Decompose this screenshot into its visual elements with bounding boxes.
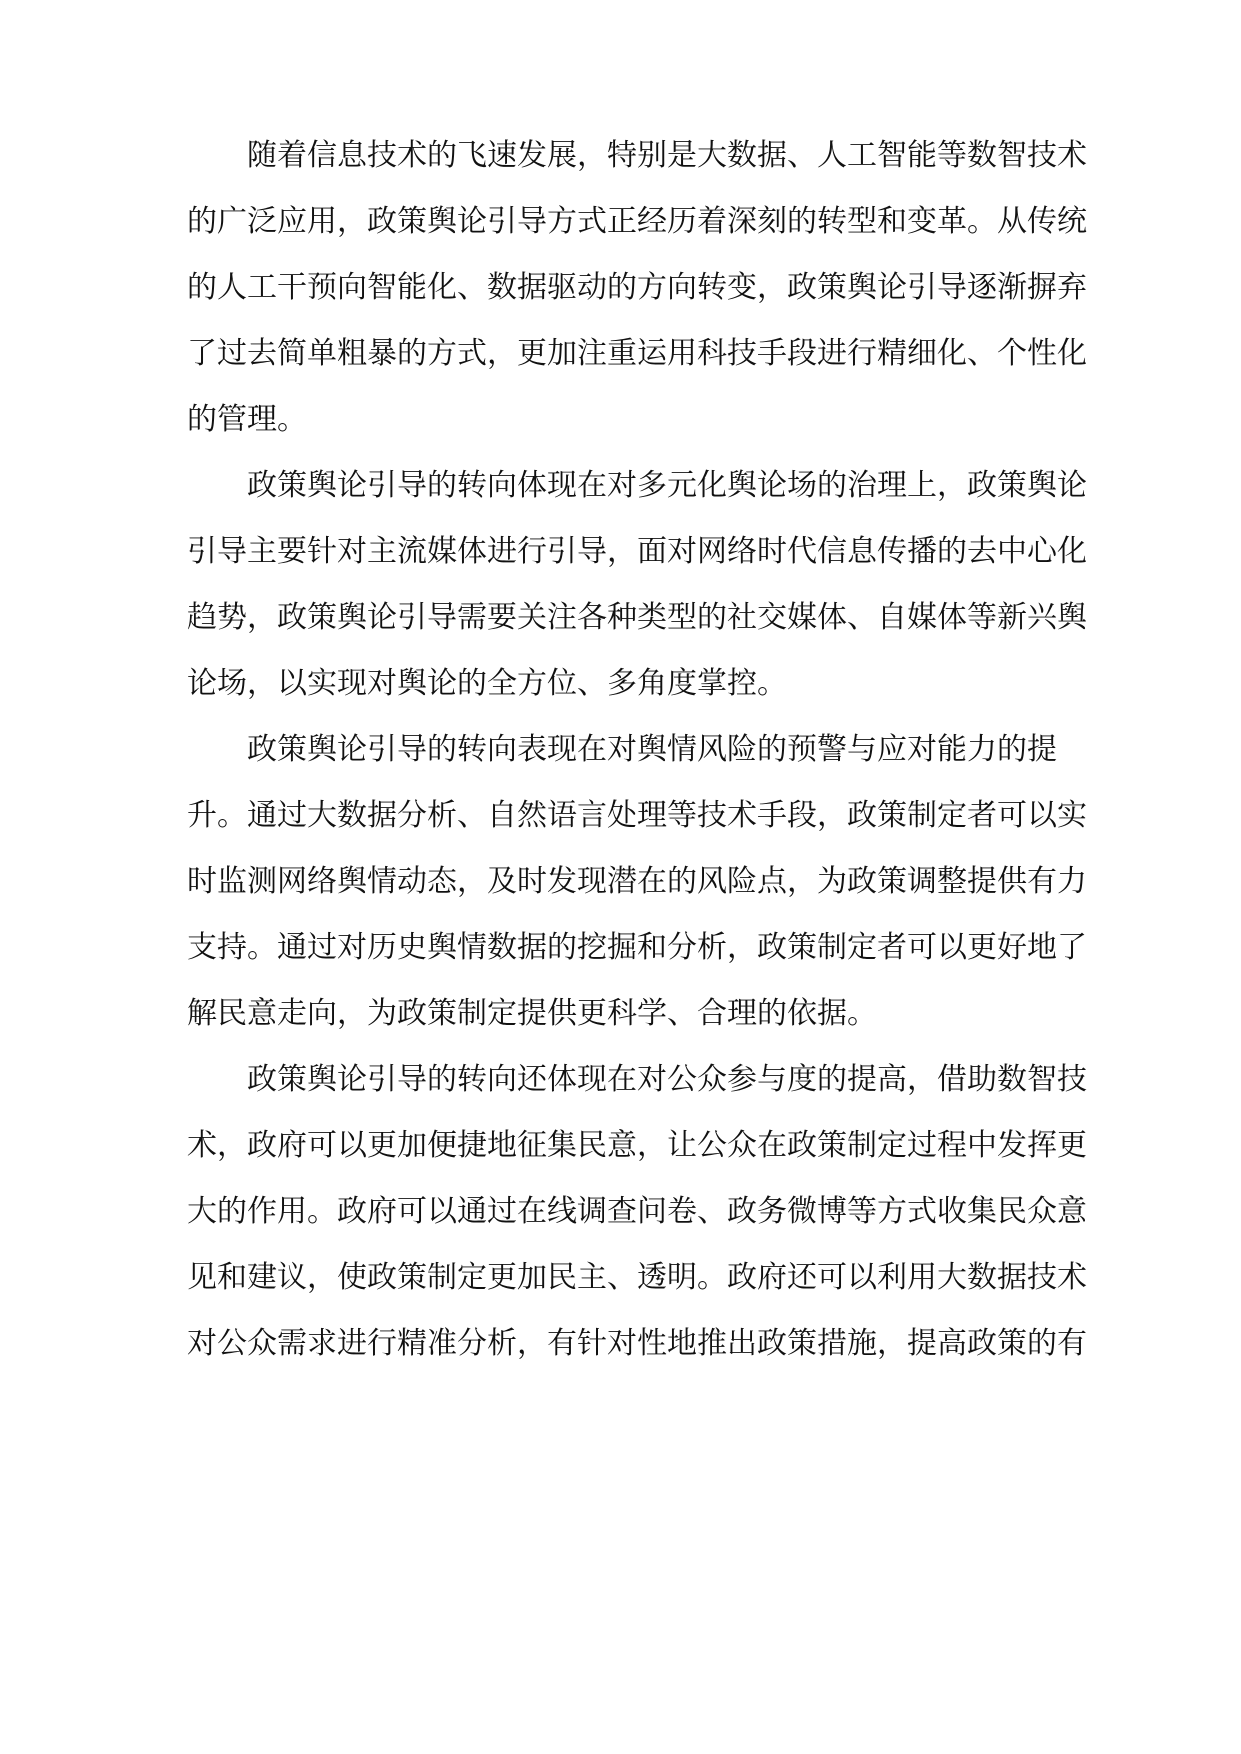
paragraph-3-line-3: 时监测网络舆情动态，及时发现潜在的风险点，为政策调整提供有力 — [187, 864, 1087, 899]
paragraph-3-line-5: 解民意走向，为政策制定提供更科学、合理的依据。 — [187, 996, 877, 1031]
paragraph-4-line-4: 见和建议，使政策制定更加民主、透明。政府还可以利用大数据技术 — [187, 1260, 1087, 1295]
paragraph-2-line-1: 政策舆论引导的转向体现在对多元化舆论场的治理上，政策舆论 — [247, 468, 1087, 503]
paragraph-4-line-1: 政策舆论引导的转向还体现在对公众参与度的提高，借助数智技 — [247, 1062, 1087, 1097]
paragraph-3-line-4: 支持。通过对历史舆情数据的挖掘和分析，政策制定者可以更好地了 — [187, 930, 1087, 965]
paragraph-1-line-4: 了过去简单粗暴的方式，更加注重运用科技手段进行精细化、个性化 — [187, 336, 1087, 371]
paragraph-4-line-2: 术，政府可以更加便捷地征集民意，让公众在政策制定过程中发挥更 — [187, 1128, 1087, 1163]
paragraph-1-line-1: 随着信息技术的飞速发展，特别是大数据、人工智能等数智技术 — [247, 138, 1087, 173]
paragraph-3-line-2: 升。通过大数据分析、自然语言处理等技术手段，政策制定者可以实 — [187, 798, 1087, 833]
paragraph-2-line-4: 论场，以实现对舆论的全方位、多角度掌控。 — [187, 666, 787, 701]
paragraph-4-line-5: 对公众需求进行精准分析，有针对性地推出政策措施，提高政策的有 — [187, 1326, 1087, 1361]
paragraph-4-line-3: 大的作用。政府可以通过在线调查问卷、政务微博等方式收集民众意 — [187, 1194, 1087, 1229]
paragraph-1-line-2: 的广泛应用，政策舆论引导方式正经历着深刻的转型和变革。从传统 — [187, 204, 1087, 239]
paragraph-2-line-2: 引导主要针对主流媒体进行引导，面对网络时代信息传播的去中心化 — [187, 534, 1087, 569]
paragraph-1-line-3: 的人工干预向智能化、数据驱动的方向转变，政策舆论引导逐渐摒弃 — [187, 270, 1087, 305]
paragraph-3-line-1: 政策舆论引导的转向表现在对舆情风险的预警与应对能力的提 — [247, 732, 1057, 767]
paragraph-1-line-5: 的管理。 — [187, 402, 307, 437]
paragraph-2-line-3: 趋势，政策舆论引导需要关注各种类型的社交媒体、自媒体等新兴舆 — [187, 600, 1087, 635]
